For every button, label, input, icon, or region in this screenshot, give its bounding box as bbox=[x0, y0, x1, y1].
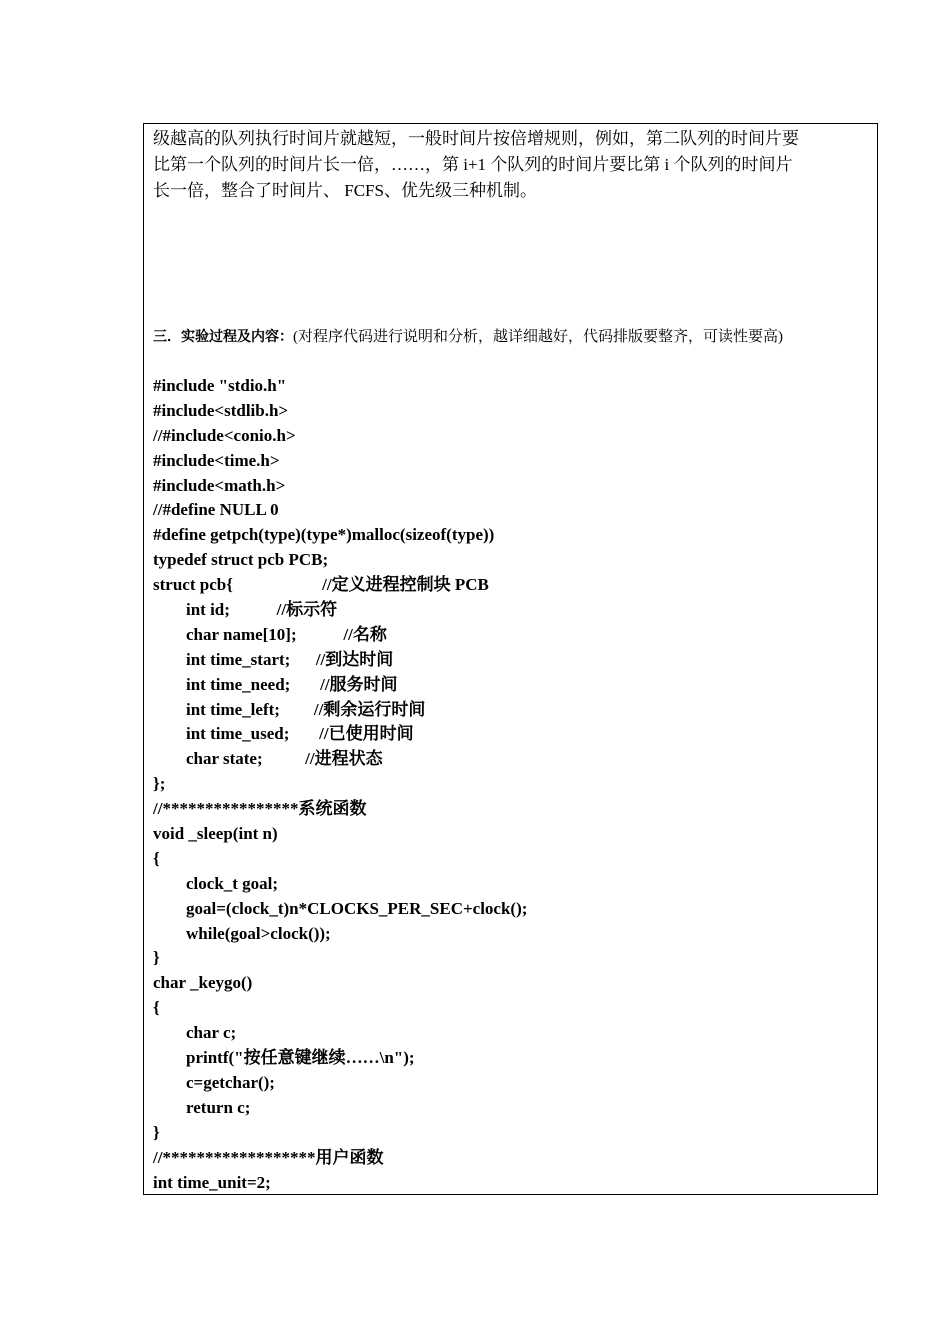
code-line: struct pcb{ //定义进程控制块 PCB bbox=[153, 575, 489, 595]
code-line: #include "stdio.h" bbox=[153, 376, 287, 395]
code-line: //****************系统函数 bbox=[153, 799, 367, 819]
code-line: goal=(clock_t)n*CLOCKS_PER_SEC+clock(); bbox=[186, 898, 528, 918]
code-line: char c; bbox=[186, 1023, 237, 1043]
code-line: { bbox=[153, 998, 160, 1018]
code-listing bbox=[153, 374, 527, 1195]
code-line: //#include<conio.h> bbox=[153, 425, 296, 445]
code-line: char name[10]; //名称 bbox=[186, 624, 387, 644]
code-line: int time_need; //服务时间 bbox=[186, 674, 398, 694]
code-line: c=getchar(); bbox=[186, 1072, 275, 1092]
code-line: }; bbox=[153, 774, 166, 794]
document-table-cell bbox=[143, 123, 878, 1195]
code-line: return c; bbox=[186, 1097, 251, 1117]
code-line: int id; //标示符 bbox=[186, 600, 338, 620]
code-line: int time_unit=2; bbox=[153, 1172, 271, 1192]
code-line: int time_start; //到达时间 bbox=[186, 649, 394, 669]
code-line: } bbox=[153, 1122, 160, 1142]
code-line: #define getpch(type)(type*)malloc(sizeof(type)) bbox=[153, 525, 495, 545]
intro-line: 比第一个队列的时间片长一倍，……，第 i+1 个队列的时间片要比第 i 个队列的时间片 bbox=[153, 155, 793, 174]
code-line: #include<math.h> bbox=[153, 475, 286, 495]
code-line: { bbox=[153, 848, 160, 868]
code-line: int time_left; //剩余运行时间 bbox=[186, 699, 426, 719]
intro-line: 级越高的队列执行时间片就越短，一般时间片按倍增规则，例如，第二队列的时间片要 bbox=[153, 129, 799, 148]
intro-line: 长一倍，整合了时间片、 FCFS、优先级三种机制。 bbox=[153, 181, 537, 200]
code-line: while(goal>clock()); bbox=[186, 923, 331, 943]
code-line: #include<stdlib.h> bbox=[153, 400, 289, 420]
code-line: #include<time.h> bbox=[153, 450, 280, 470]
code-line: int time_used; //已使用时间 bbox=[186, 724, 414, 744]
code-line: void _sleep(int n) bbox=[153, 824, 278, 844]
section-title: 三．实验过程及内容： bbox=[153, 329, 293, 345]
code-line: clock_t goal; bbox=[186, 873, 279, 893]
code-line: printf("按任意键继续……\n"); bbox=[186, 1048, 415, 1068]
intro-paragraph bbox=[153, 126, 875, 204]
code-line: char _keygo() bbox=[153, 973, 253, 993]
section-heading bbox=[153, 325, 783, 349]
code-line: char state; //进程状态 bbox=[186, 749, 383, 769]
section-note: (对程序代码进行说明和分析，越详细越好，代码排版要整齐，可读性要高) bbox=[293, 329, 783, 345]
code-line: typedef struct pcb PCB; bbox=[153, 550, 329, 570]
code-line: } bbox=[153, 948, 160, 968]
code-line: //******************用户函数 bbox=[153, 1147, 384, 1167]
code-line: //#define NULL 0 bbox=[153, 500, 279, 520]
